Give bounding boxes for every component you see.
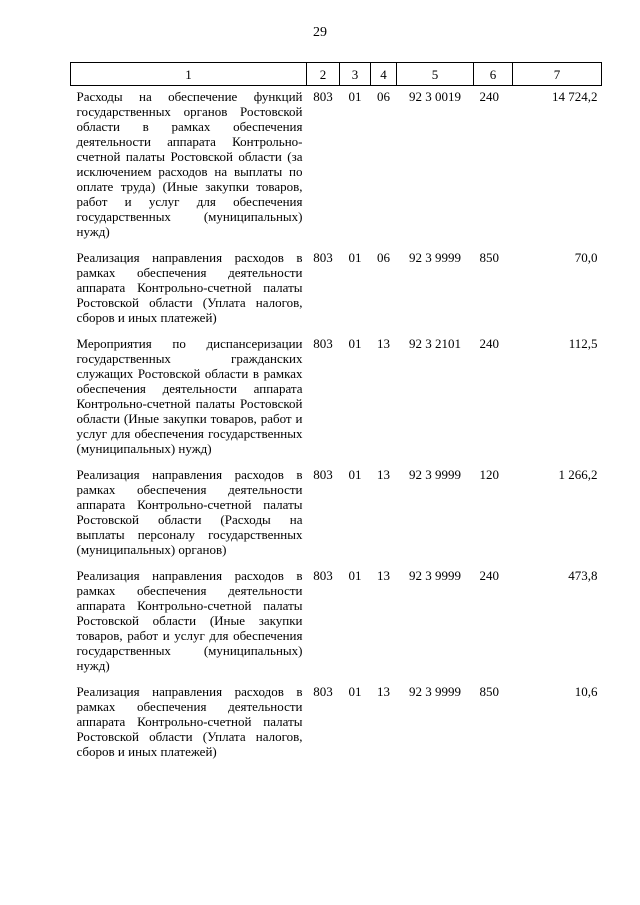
table-header xyxy=(71,63,602,86)
column-header-4: 4 xyxy=(371,63,397,86)
page-number: 29 xyxy=(313,25,327,40)
row-target-article: 92 3 9999 xyxy=(409,250,461,265)
row-expense-type: 850 xyxy=(479,250,499,265)
table-row xyxy=(71,464,602,565)
row-subsection-code: 13 xyxy=(377,684,390,699)
row-amount: 473,8 xyxy=(568,568,598,583)
row-target-article: 92 3 9999 xyxy=(409,684,461,699)
row-subsection-code: 13 xyxy=(377,467,390,482)
column-header-3: 3 xyxy=(340,63,371,86)
row-description: Реализация направления расходов в рамках обеспечения деятельности аппарата Контрольно-счетной палаты Ростовской области (Иные закупки товаров, работ и услуг для обеспечения государственных (муниципальных) нужд) xyxy=(76,568,303,673)
column-header-2: 2 xyxy=(307,63,340,86)
row-target-article: 92 3 9999 xyxy=(409,467,461,482)
row-ministry-code: 803 xyxy=(313,684,333,699)
row-subsection-code: 13 xyxy=(377,568,390,583)
column-header-6: 6 xyxy=(474,63,513,86)
column-header-1: 1 xyxy=(71,63,307,86)
row-target-article: 92 3 9999 xyxy=(409,568,461,583)
row-expense-type: 850 xyxy=(479,684,499,699)
row-ministry-code: 803 xyxy=(313,336,333,351)
row-amount: 1 266,2 xyxy=(558,467,598,482)
row-section-code: 01 xyxy=(348,89,362,104)
row-amount: 112,5 xyxy=(568,336,598,351)
row-amount: 70,0 xyxy=(574,250,598,265)
row-amount: 14 724,2 xyxy=(552,89,598,104)
row-description: Реализация направления расходов в рамках обеспечения деятельности аппарата Контрольно-счетной палаты Ростовской области (Уплата налогов, сборов и иных платежей) xyxy=(76,684,303,759)
row-expense-type: 120 xyxy=(479,467,499,482)
row-section-code: 01 xyxy=(348,684,362,699)
row-target-article: 92 3 2101 xyxy=(409,336,461,351)
row-expense-type: 240 xyxy=(479,568,499,583)
column-header-7: 7 xyxy=(513,63,602,86)
row-ministry-code: 803 xyxy=(313,467,333,482)
row-ministry-code: 803 xyxy=(313,89,333,104)
row-section-code: 01 xyxy=(348,336,362,351)
row-subsection-code: 06 xyxy=(377,89,390,104)
table-row xyxy=(71,247,602,333)
row-subsection-code: 06 xyxy=(377,250,390,265)
table-row xyxy=(71,333,602,464)
row-section-code: 01 xyxy=(348,568,362,583)
table-row xyxy=(71,681,602,767)
row-section-code: 01 xyxy=(348,250,362,265)
table-body xyxy=(71,86,602,768)
row-target-article: 92 3 0019 xyxy=(409,89,461,104)
table-row xyxy=(71,565,602,681)
row-expense-type: 240 xyxy=(479,89,499,104)
row-amount: 10,6 xyxy=(574,684,598,699)
row-section-code: 01 xyxy=(348,467,362,482)
row-description: Реализация направления расходов в рамках обеспечения деятельности аппарата Контрольно-счетной палаты Ростовской области (Расходы на выплаты персоналу государственных (муниципальных) органов) xyxy=(76,467,303,557)
budget-table xyxy=(70,62,602,767)
header-row xyxy=(71,63,602,86)
row-ministry-code: 803 xyxy=(313,250,333,265)
row-ministry-code: 803 xyxy=(313,568,333,583)
column-header-5: 5 xyxy=(397,63,474,86)
row-description: Реализация направления расходов в рамках обеспечения деятельности аппарата Контрольно-счетной палаты Ростовской области (Уплата налогов, сборов и иных платежей) xyxy=(76,250,303,325)
row-description: Расходы на обеспечение функций государственных органов Ростовской области в рамках обеспечения деятельности аппарата Контрольно-счетной палаты Ростовской области (за исключением расходов на выплаты по оплате труда) (Иные закупки товаров, работ и услуг для обеспечения государственных (муниципальных) нужд) xyxy=(76,89,303,239)
row-subsection-code: 13 xyxy=(377,336,390,351)
row-description: Мероприятия по диспансеризации государственных гражданских служащих Ростовской области в рамках обеспечения деятельности аппарата Контрольно-счетной палаты Ростовской области (Иные закупки товаров, работ и услуг для обеспечения государственных (муниципальных) нужд) xyxy=(76,336,303,456)
table-row xyxy=(71,86,602,248)
row-expense-type: 240 xyxy=(479,336,499,351)
